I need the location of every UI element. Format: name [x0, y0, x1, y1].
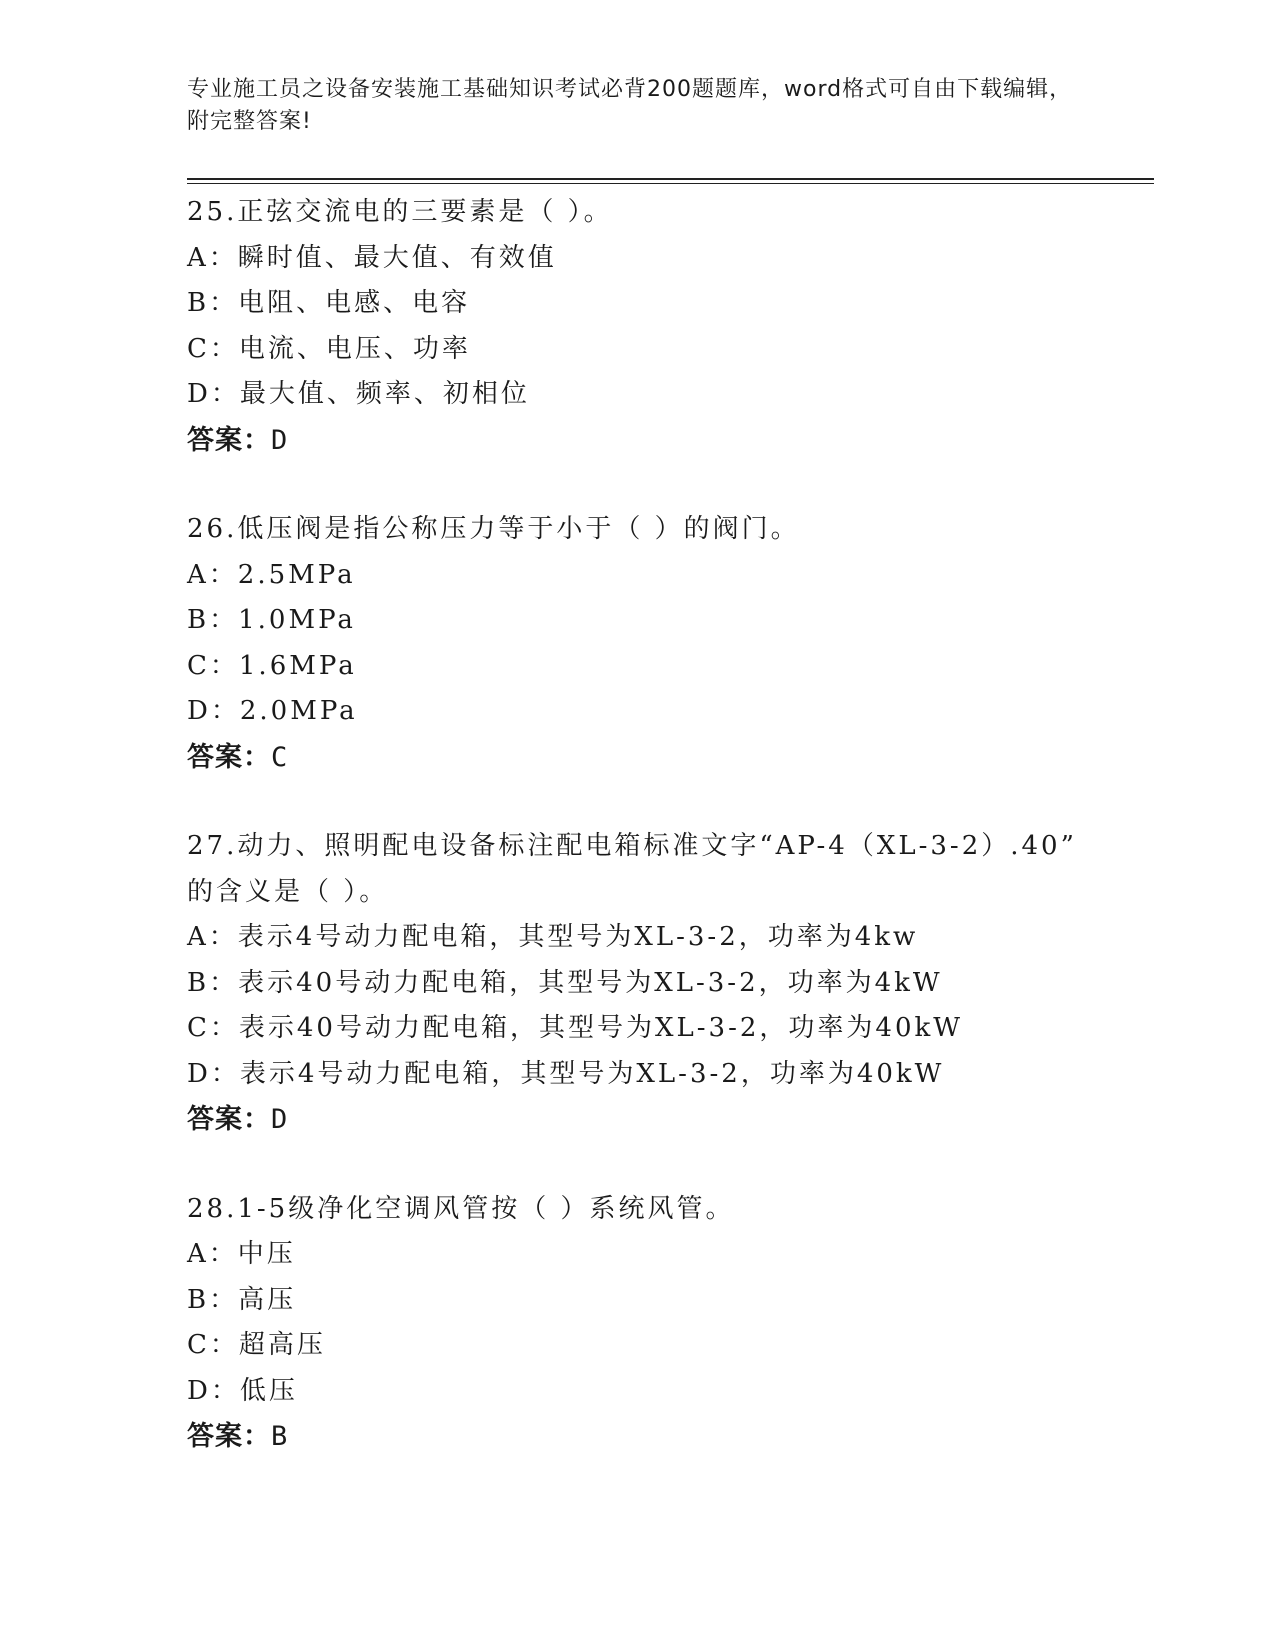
question-stem: 26.低压阀是指公称压力等于小于（ ）的阀门。	[187, 514, 800, 544]
question-stem: 28.1-5级净化空调风管按（ ）系统风管。	[187, 1193, 735, 1224]
header-divider	[187, 178, 1154, 184]
option-d: D：最大值、频率、初相位	[187, 379, 530, 409]
answer-label: 答案：	[187, 424, 271, 456]
option-c: C：表示40号动力配电箱，其型号为XL-3-2，功率为40kW	[187, 1013, 963, 1043]
option-d: D：低压	[187, 1375, 298, 1406]
header-text: 专业施工员之设备安装施工基础知识考试必背200题题库，word格式可自由下载编辑，附完整答案!	[187, 77, 1073, 134]
question-stem-line1: 27.动力、照明配电设备标注配电箱标准文字“AP-4（XL-3-2）.40”	[187, 831, 1077, 861]
question-28	[187, 1187, 1147, 1460]
option-c: C：电流、电压、功率	[187, 333, 471, 364]
question-25	[187, 190, 1147, 463]
option-c: C：超高压	[187, 1330, 326, 1360]
answer-value: B	[271, 1421, 289, 1452]
answer	[187, 418, 1147, 464]
option-d: D：2.0MPa	[187, 696, 358, 726]
answer	[187, 735, 1147, 781]
answer-value: D	[271, 1104, 289, 1135]
answer-label: 答案：	[187, 741, 271, 773]
option-a: A：2.5MPa	[187, 559, 356, 590]
question-26	[187, 507, 1147, 780]
option-a: A：中压	[187, 1239, 296, 1269]
option-a: A：表示4号动力配电箱，其型号为XL-3-2，功率为4kw	[187, 922, 919, 952]
document-header	[187, 74, 1087, 138]
option-b: B：表示40号动力配电箱，其型号为XL-3-2，功率为4kW	[187, 967, 943, 998]
option-a: A：瞬时值、最大值、有效值	[187, 242, 557, 273]
option-c: C：1.6MPa	[187, 650, 357, 681]
option-d: D：表示4号动力配电箱，其型号为XL-3-2，功率为40kW	[187, 1058, 945, 1089]
answer-label: 答案：	[187, 1104, 271, 1135]
option-b: B：电阻、电感、电容	[187, 288, 471, 318]
answer	[187, 1414, 1147, 1460]
question-stem-line2: 的含义是（ ）。	[187, 876, 389, 907]
option-b: B：1.0MPa	[187, 605, 356, 635]
question-stem: 25.正弦交流电的三要素是（ ）。	[187, 197, 613, 227]
question-list	[187, 190, 1147, 1504]
answer-value: C	[271, 741, 289, 773]
answer	[187, 1097, 1147, 1143]
answer-label: 答案：	[187, 1421, 271, 1452]
option-b: B：高压	[187, 1284, 297, 1315]
answer-value: D	[271, 424, 289, 456]
question-27	[187, 824, 1147, 1143]
